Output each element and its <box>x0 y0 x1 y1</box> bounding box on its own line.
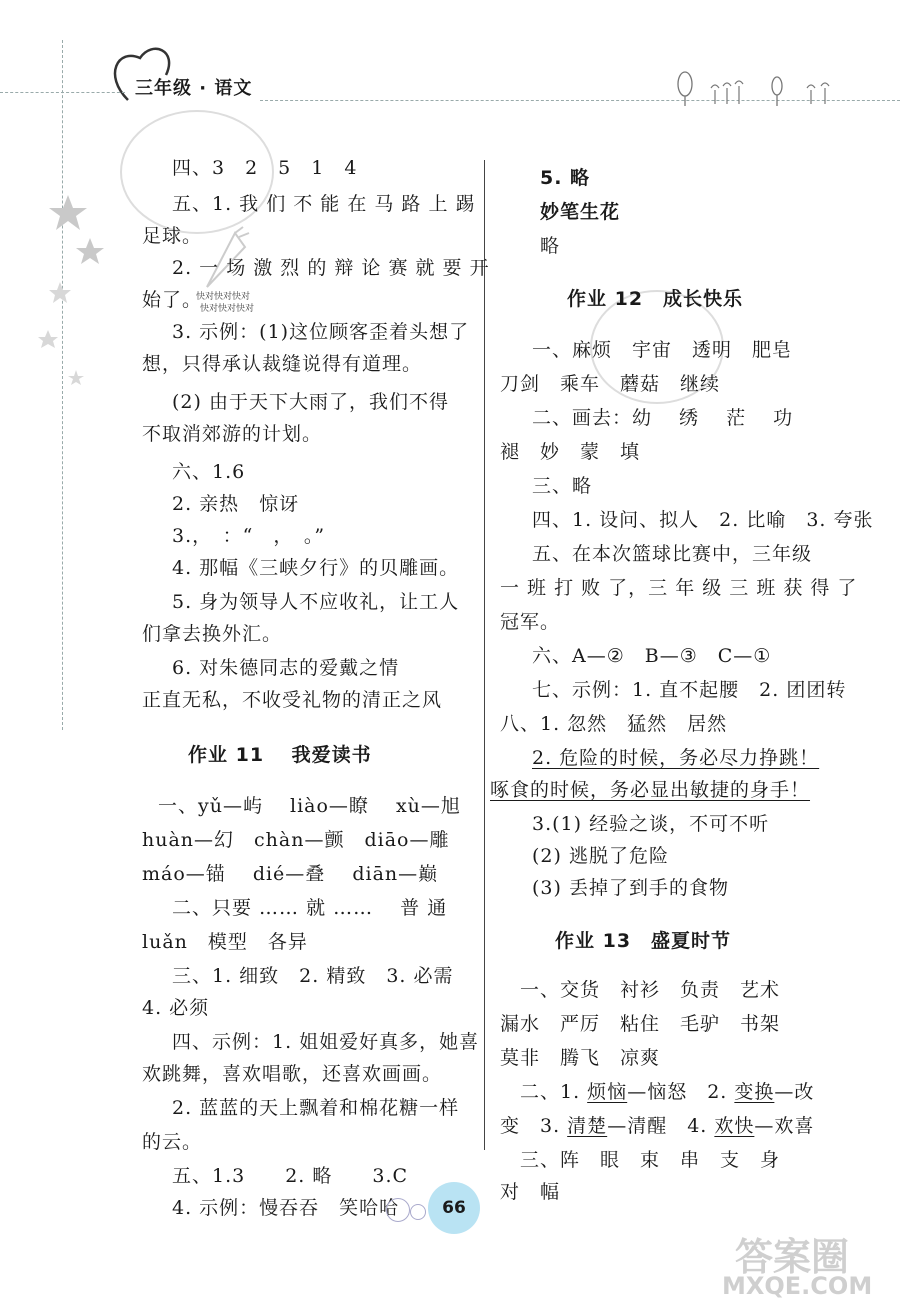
answer-line: 四、示例：1. 姐姐爱好真多，她喜 <box>172 1031 480 1053</box>
answer-line: 4. 必须 <box>142 997 210 1019</box>
answer-line: 八、1. 忽然 猛然 居然 <box>500 713 728 735</box>
answer-line: 的云。 <box>142 1131 203 1153</box>
answer-line: 五、在本次篮球比赛中，三年级 <box>532 543 813 565</box>
answer-line: 六、1.6 <box>172 461 246 483</box>
answer-line: 2. 危险的时候，务必尽力挣跳！ <box>532 747 820 769</box>
answer-line: 一、麻烦 宇宙 透明 肥皂 <box>532 339 793 361</box>
answer-line: 一、交货 衬衫 负责 艺术 <box>520 979 781 1001</box>
answer-line: 们拿去换外汇。 <box>142 623 283 645</box>
answer-line: 2. 亲热 惊讶 <box>172 493 300 515</box>
answer-line: 冠军。 <box>500 611 561 633</box>
answer-line: 足球。 <box>142 225 203 247</box>
answer-line: 六、A—② B—③ C—① <box>532 645 772 667</box>
answer-line: 始了。 <box>142 289 203 311</box>
answer-line: 三、1. 细致 2. 精致 3. 必需 <box>172 965 454 987</box>
answer-line: (3) 丢掉了到手的食物 <box>532 877 729 899</box>
answer-line: 七、示例：1. 直不起腰 2. 团团转 <box>532 679 847 701</box>
watermark-logo: 答案圈 <box>735 1235 850 1279</box>
answer-text: —改 <box>774 1081 815 1103</box>
answer-text: 烦恼 <box>587 1081 628 1103</box>
answer-line: 二、只要 …… 就 …… 普 通 <box>172 897 448 919</box>
answer-text: 清楚 <box>567 1115 608 1137</box>
answer-line: 五、1.3 2. 略 3.C <box>172 1165 409 1187</box>
answer-line: 想，只得承认裁缝说得有道理。 <box>142 353 423 375</box>
answer-line <box>520 1080 814 1104</box>
answer-line: 3.(1) 经验之谈，不可不听 <box>532 813 770 835</box>
section-title-13: 作业 13 盛夏时节 <box>555 930 732 952</box>
answer-line: 四、1. 设问、拟人 2. 比喻 3. 夸张 <box>532 509 874 531</box>
answer-line <box>500 1114 814 1138</box>
column-divider <box>484 160 485 1150</box>
answer-line: 啄食的时候，务必显出敏捷的身手！ <box>490 779 811 801</box>
answer-line: 不取消郊游的计划。 <box>142 423 323 445</box>
answer-text: 变换 <box>734 1081 775 1103</box>
answer-line: 3.， ：“ ， 。” <box>172 525 326 547</box>
answer-line: 刀剑 乘车 蘑菇 继续 <box>500 373 721 395</box>
stamp-small-text-2: 快对快对快对 <box>200 304 255 314</box>
answer-line: 3. 示例：(1)这位顾客歪着头想了 <box>172 321 470 343</box>
answer-line: 2. 一 场 激 烈 的 辩 论 赛 就 要 开 <box>172 257 490 279</box>
answer-line: 略 <box>540 235 561 257</box>
answer-line: 三、略 <box>532 475 593 497</box>
page-number: 66 <box>428 1182 480 1234</box>
answer-line: 四、3 2 5 1 4 <box>172 157 358 179</box>
watermark-url: MXQE.COM <box>722 1272 873 1300</box>
stamp-small-text-1: 快对快对快对 <box>196 292 251 302</box>
section-title-11: 作业 11 我爱读书 <box>188 744 372 766</box>
tree-decoration-icon <box>675 70 845 110</box>
answer-line: 三、阵 眼 束 串 支 身 <box>520 1149 781 1171</box>
decor-circle <box>386 1198 410 1222</box>
answer-text: —欢喜 <box>754 1115 815 1137</box>
answer-line: 6. 对朱德同志的爱戴之情 <box>172 657 400 679</box>
section-title-12: 作业 12 成长快乐 <box>567 288 744 310</box>
answer-text: 变 3. <box>500 1115 568 1137</box>
answer-text: —恼怒 2. <box>627 1081 735 1103</box>
answer-line: 正直无私，不收受礼物的清正之风 <box>142 689 443 711</box>
answer-line: (2) 由于天下大雨了，我们不得 <box>172 391 449 413</box>
answer-text: 欢快 <box>714 1115 755 1137</box>
stars-decoration-icon <box>38 190 108 390</box>
answer-line: 欢跳舞，喜欢唱歌，还喜欢画画。 <box>142 1063 443 1085</box>
answer-line: 漏水 严厉 粘住 毛驴 书架 <box>500 1013 781 1035</box>
answer-line: 4. 那幅《三峡夕行》的贝雕画。 <box>172 557 460 579</box>
answer-line: huàn—幻 chàn—颤 diāo—雕 <box>142 829 450 851</box>
answer-line: 4. 示例：慢吞吞 笑哈哈 <box>172 1197 400 1219</box>
answer-line: máo—锚 dié—叠 diān—巅 <box>142 863 439 885</box>
grade-subject-title: 三年级 · 语文 <box>135 78 253 99</box>
answer-line: 一 班 打 败 了，三 年 级 三 班 获 得 了 <box>500 577 858 599</box>
answer-line: 5. 身为领导人不应收礼，让工人 <box>172 591 460 613</box>
answer-line: (2) 逃脱了危险 <box>532 845 669 867</box>
answer-line: 五、1. 我 们 不 能 在 马 路 上 踢 <box>172 193 476 215</box>
answer-line: 褪 妙 蒙 填 <box>500 441 641 463</box>
answer-line: 二、画去：幼 绣 茫 功 <box>532 407 794 429</box>
answer-text: 二、1. <box>520 1081 588 1103</box>
answer-line: 5. 略 <box>540 167 591 189</box>
answer-line: 对 幅 <box>500 1181 561 1203</box>
answer-line: 2. 蓝蓝的天上飘着和棉花糖一样 <box>172 1097 460 1119</box>
decor-circle <box>410 1204 426 1220</box>
answer-line: 一、yǔ—屿 liào—瞭 xù—旭 <box>158 795 461 817</box>
answer-line: 莫非 腾飞 凉爽 <box>500 1047 661 1069</box>
answer-text: —清醒 4. <box>607 1115 715 1137</box>
answer-line: luǎn 模型 各异 <box>142 931 308 953</box>
answer-line: 妙笔生花 <box>540 201 621 223</box>
